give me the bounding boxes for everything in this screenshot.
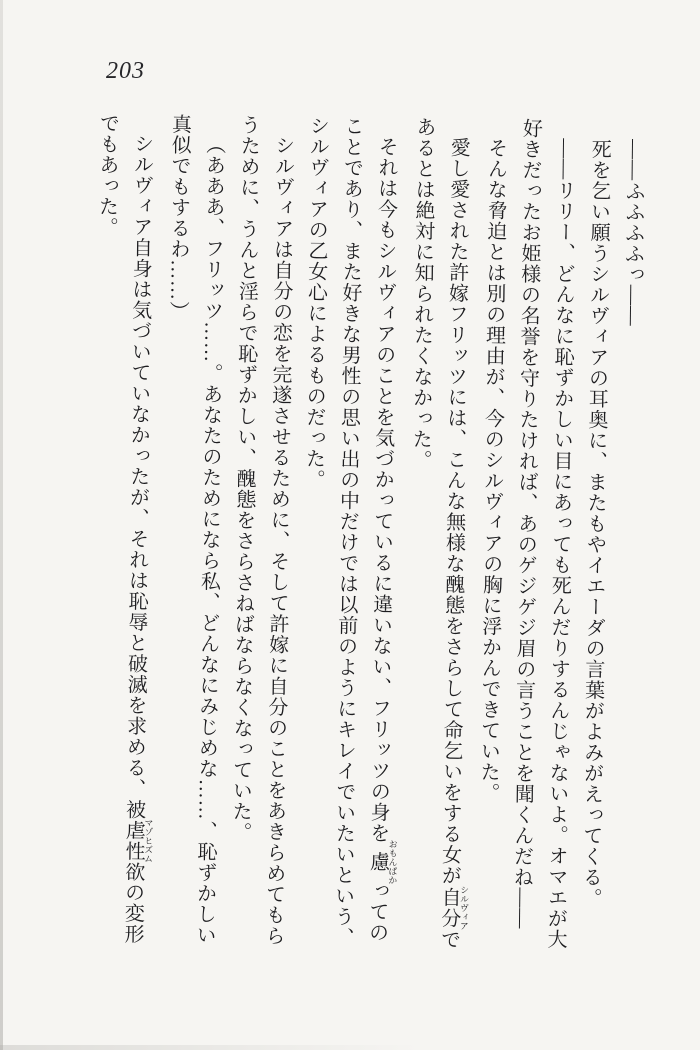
furigana: マゾヒズム (142, 798, 154, 883)
ruby-annotated-word: 自分シルヴィア (437, 884, 470, 931)
paragraph: （あああ、フリッツ……。あなたのためになら私、どんなにみじめな……、恥ずかしい真似でもするわ……） (166, 113, 225, 946)
ruby-annotated-word: 慮おもんぱか (366, 839, 398, 885)
paragraph: 死を乞い願うシルヴィアの耳奥に、またもやイエーダの言葉がよみがえってくる。 (578, 138, 611, 909)
paragraph: シルヴィア自身は気づいていなかったが、それは恥辱と破滅を求める、被虐性欲マゾヒズムの変形でもあった。 (95, 112, 154, 945)
page-number: 203 (106, 58, 145, 84)
page-bottom-shadow (0, 1045, 420, 1050)
furigana: おもんぱか (387, 839, 398, 885)
paragraph: シルヴィアは自分の恋を完遂させるために、そして許嫁に自分のことをあきらめてもらうために、うんと淫らで恥ずかしい、醜態をさらさねばならなくなっていた。 (228, 114, 294, 947)
paragraph: そんな脅迫とは別の理由が、今のシルヴィアの胸に浮かんできていた。 (476, 137, 507, 804)
paragraph: 愛し愛された許嫁フリッツには、こんな無様な醜態をさらして命乞いをする女が自分シルヴィアであるとは絶対に知られたくなかった。 (408, 116, 470, 951)
furigana: シルヴィア (458, 885, 470, 931)
ruby-annotated-word: 被虐性欲マゾヒズム (121, 798, 154, 883)
novel-text-block (81, 113, 651, 958)
paragraph: ――ふふふふっ―― (620, 139, 645, 327)
page-gutter-shadow (0, 0, 3, 1050)
paragraph: ――リリー、どんなに恥ずかしい目にあっても死んだりするんじゃないよ。オマエが大好きだったお姫様の名誉を守りたければ、あのゲジゲジ眉の言うことを聞くんだね―― (509, 117, 576, 950)
paragraph: それは今もシルヴィアのことを気づかっているに違いない、フリッツの身を慮おもんぱかってのことであり、また好きな男性の思い出の中だけでは以前のようにキレイでいたいという、シルヴィアの乙女心によるものだった。 (302, 115, 398, 948)
